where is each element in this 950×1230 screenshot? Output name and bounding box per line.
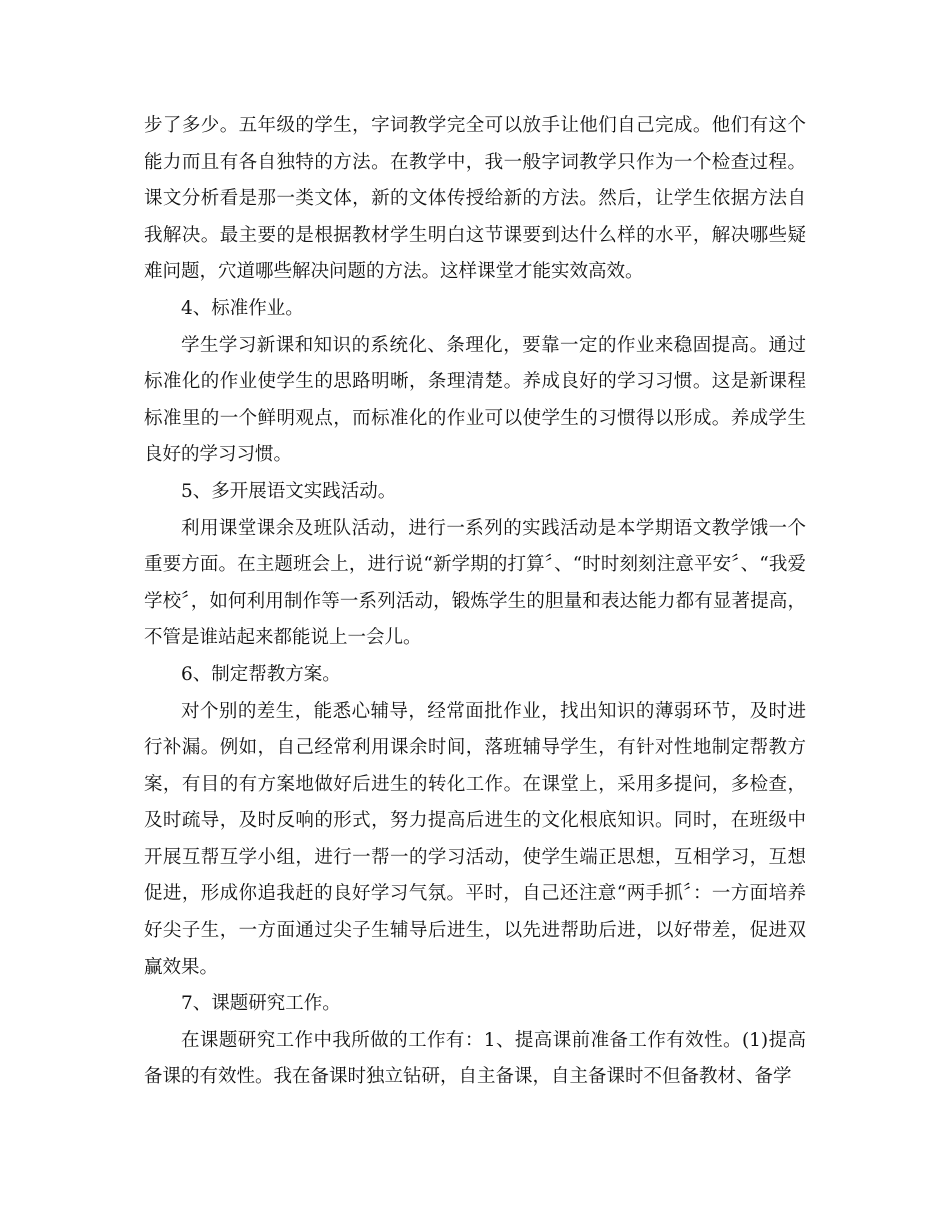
document-page: [144, 108, 806, 1096]
paragraph-practice-activities: 利用课堂课余及班队活动，进行一系列的实践活动是本学期语文教学饿一个重要方面。在主题班会上，进行说“新学期的打算〞、“时时刻刻注意平安〞、“我爱学校〞，如何利用制作等一系列活动，锻炼学生的胆量和表达能力都有显著提高，不管是谁站起来都能说上一会儿。: [144, 517, 806, 649]
section-heading-research-work: 7、课题研究工作。: [181, 993, 341, 1015]
paragraph-standard-homework: 学生学习新课和知识的系统化、条理化，要靠一定的作业来稳固提高。通过标准化的作业使学生的思路明晰，条理清楚。养成良好的学习习惯。这是新课程标准里的一个鲜明观点，而标准化的作业可以使学生的习惯得以形成。养成学生良好的学习习惯。: [144, 334, 806, 466]
paragraph-research-work: 在课题研究工作中我所做的工作有：1、提高课前准备工作有效性。(1)提高备课的有效性。我在备课时独立钻研，自主备课，自主备课时不但备教材、备学: [144, 1029, 806, 1088]
paragraph-continuation: 步了多少。五年级的学生，字词教学完全可以放手让他们自己完成。他们有这个能力而且有各自独特的方法。在教学中，我一般字词教学只作为一个检查过程。课文分析看是那一类文体，新的文体传授给新的方法。然后，让学生依据方法自我解决。最主要的是根据教材学生明白这节课要到达什么样的水平，解决哪些疑难问题，穴道哪些解决问题的方法。这样课堂才能实效高效。: [144, 115, 806, 283]
section-heading-standard-homework: 4、标准作业。: [181, 297, 304, 319]
section-heading-practice-activities: 5、多开展语文实践活动。: [181, 480, 397, 502]
paragraph-tutoring-plan: 对个别的差生，能悉心辅导，经常面批作业，找出知识的薄弱环节，及时进行补漏。例如，自己经常利用课余时间，落班辅导学生，有针对性地制定帮教方案，有目的有方案地做好后进生的转化工作。在课堂上，采用多提问，多检查，及时疏导，及时反响的形式，努力提高后进生的文化根底知识。同时，在班级中开展互帮互学小组，进行一帮一的学习活动，使学生端正思想，互相学习，互想促进，形成你追我赶的良好学习气氛。平时，自己还注意“两手抓〞：一方面培养好尖子生，一方面通过尖子生辅导后进生，以先进帮助后进，以好带差，促进双赢效果。: [144, 700, 806, 978]
section-heading-tutoring-plan: 6、制定帮教方案。: [181, 663, 341, 685]
